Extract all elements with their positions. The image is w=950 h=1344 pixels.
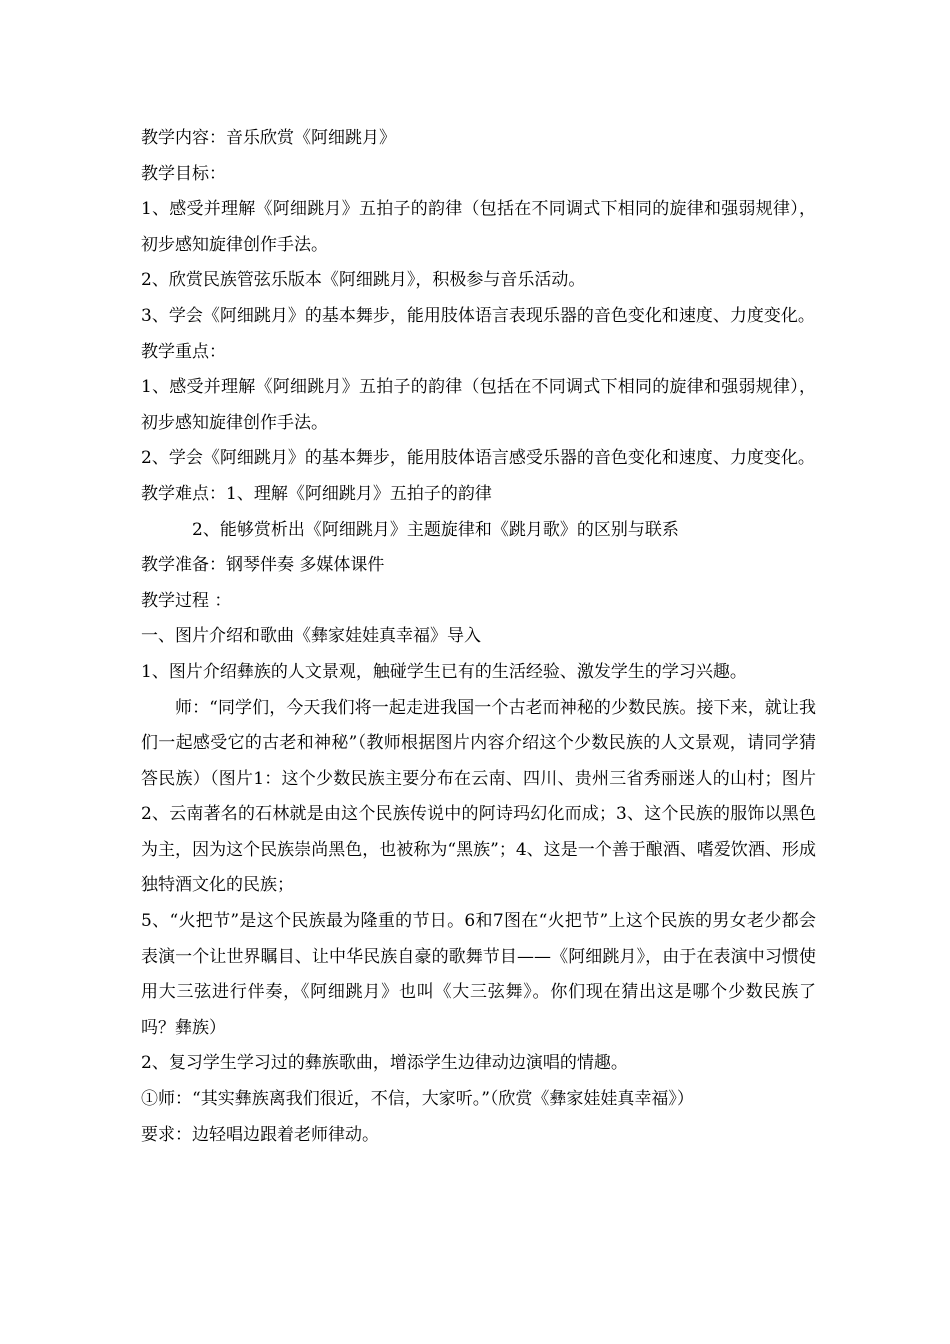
step-2-1: ①师：“其实彝族离我们很近，不信，大家听。”（欣赏《彝家娃娃真幸福》） bbox=[141, 1089, 694, 1110]
key-point-1: 1、感受并理解《阿细跳月》五拍子的韵律（包括在不同调式下相同的旋律和强弱规律），初步感知旋律创作手法。 bbox=[141, 377, 816, 433]
teacher-speech-paragraph: 师：“同学们，今天我们将一起走进我国一个古老而神秘的少数民族。接下来，就让我们一起感受它的古老和神秘”（教师根据图片内容介绍这个少数民族的人文景观，请同学猜答民族）（图片1：这个少数民族主要分布在云南、四川、贵州三省秀丽迷人的山村；图片2、云南著名的石林就是由这个民族传说中的阿诗玛幻化而成；3、这个民族的服饰以黑色为主，因为这个民族崇尚黑色，也被称为“黑族”；4、这是一个善于酿酒、嗜爱饮酒、形成独特酒文化的民族； bbox=[141, 697, 816, 896]
key-point-2: 2、学会《阿细跳月》的基本舞步，能用肢体语言感受乐器的音色变化和速度、力度变化。 bbox=[141, 448, 815, 469]
teaching-goals-heading: 教学目标： bbox=[141, 163, 226, 184]
picture-5-paragraph: 5、“火把节”是这个民族最为隆重的节日。6和7图在“火把节”上这个民族的男女老少都会表演一个让世界瞩目、让中华民族自豪的歌舞节目——《阿细跳月》，由于在表演中习惯使用大三弦进行伴奏，《阿细跳月》也叫《大三弦舞》。你们现在猜出这是哪个少数民族了吗？彝族） bbox=[141, 911, 816, 1038]
requirement: 要求：边轻唱边跟着老师律动。 bbox=[141, 1124, 379, 1145]
teaching-preparation: 教学准备：钢琴伴奏 多媒体课件 bbox=[141, 555, 385, 576]
teaching-process-heading: 教学过程 ： bbox=[141, 590, 232, 611]
goal-1: 1、感受并理解《阿细跳月》五拍子的韵律（包括在不同调式下相同的旋律和强弱规律），初步感知旋律创作手法。 bbox=[141, 199, 816, 255]
goal-2: 2、欣赏民族管弦乐版本《阿细跳月》，积极参与音乐活动。 bbox=[141, 270, 586, 291]
key-points-heading: 教学重点： bbox=[141, 341, 226, 362]
difficulty-2: 2、能够赏析出《阿细跳月》主题旋律和《跳月歌》的区别与联系 bbox=[192, 519, 679, 540]
difficulty-1: 教学难点：1、理解《阿细跳月》五拍子的韵律 bbox=[141, 483, 492, 504]
goal-3: 3、学会《阿细跳月》的基本舞步，能用肢体语言表现乐器的音色变化和速度、力度变化。 bbox=[141, 305, 815, 326]
step-1: 1、图片介绍彝族的人文景观，触碰学生已有的生活经验、激发学生的学习兴趣。 bbox=[141, 661, 747, 682]
document-page bbox=[141, 121, 816, 1153]
section-1-heading: 一、图片介绍和歌曲《彝家娃娃真幸福》导入 bbox=[141, 626, 481, 647]
teaching-content: 教学内容：音乐欣赏《阿细跳月》 bbox=[141, 128, 396, 148]
step-2: 2、复习学生学习过的彝族歌曲，增添学生边律动边演唱的情趣。 bbox=[141, 1053, 628, 1074]
